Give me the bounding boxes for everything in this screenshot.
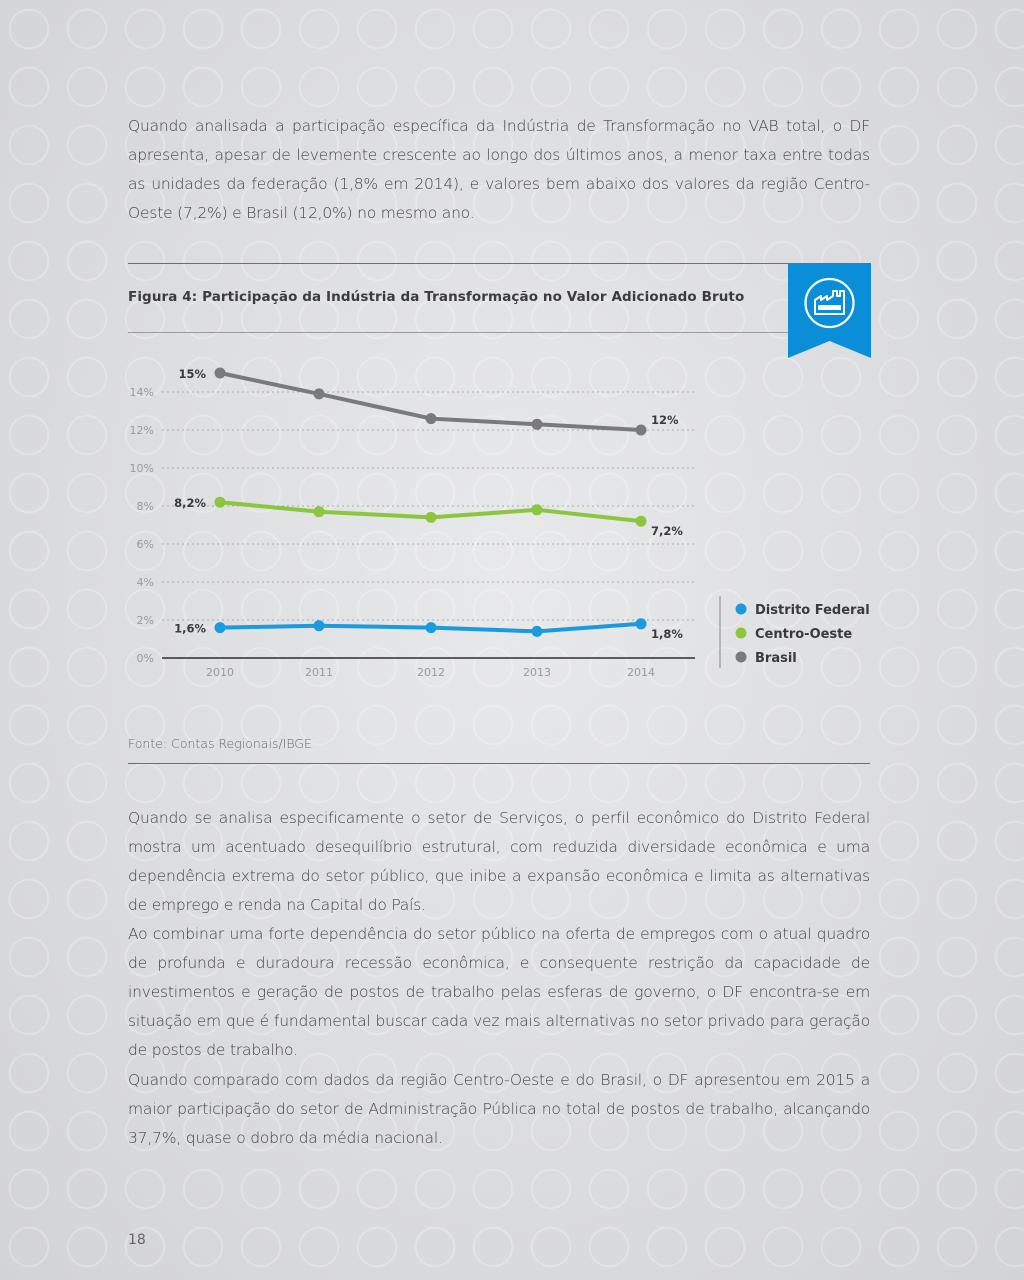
y-tick-label: 4% — [136, 576, 154, 589]
figure-title: Figura 4: Participação da Indústria da Transformação no Valor Adicionado Bruto — [128, 289, 745, 305]
figure-top-rule — [128, 263, 870, 264]
y-tick-label: 8% — [136, 500, 154, 513]
y-tick-label: 6% — [136, 538, 154, 551]
figure-bottom-rule — [128, 763, 870, 764]
y-tick-label: 2% — [136, 614, 154, 627]
paragraph-4: Quando comparado com dados da região Centro-Oeste e do Brasil, o DF apresentou em 2015 a maior participação do setor de Administração Pública no total de postos de trabalho, alcançando 37,7%, quase o dobro da média nacional. — [128, 1071, 870, 1147]
y-tick-label: 10% — [129, 462, 154, 475]
data-point — [426, 622, 437, 633]
x-tick-label: 2014 — [627, 666, 655, 679]
y-tick-label: 12% — [129, 424, 154, 437]
legend-swatch — [736, 604, 747, 615]
data-label: 15% — [178, 367, 206, 381]
data-label: 7,2% — [651, 524, 683, 539]
data-label: 12% — [651, 413, 679, 427]
data-point — [636, 425, 647, 436]
figure-title-rule — [128, 332, 790, 333]
x-tick-label: 2010 — [206, 666, 234, 679]
x-tick-label: 2012 — [417, 666, 445, 679]
figure-badge — [788, 263, 871, 358]
data-label: 1,8% — [651, 626, 683, 641]
page-number: 18 — [128, 1232, 146, 1248]
data-point — [532, 626, 543, 637]
data-point — [636, 618, 647, 629]
paragraph-3: Ao combinar uma forte dependência do setor público na oferta de empregos com o atual quadro de profunda e duradoura recessão econômica, e consequente restrição da capacidade de investimentos e geração de postos de trabalho pelas esferas de governo, o DF encontra-se em situação em que é fundamental buscar cada vez mais alternativas no setor privado para geração de postos de trabalho. — [128, 925, 870, 1059]
paragraph-2: Quando se analisa especificamente o setor de Serviços, o perfil econômico do Distrito Federal mostra um acentuado desequilíbrio estrutural, com reduzida diversidade econômica e uma dependência extrema do setor público, que inibe a expansão econômica e limita as alternativas de emprego e renda na Capital do País. — [128, 809, 870, 914]
data-point — [532, 419, 543, 430]
x-tick-label: 2011 — [305, 666, 333, 679]
data-point — [426, 413, 437, 424]
legend-label: Brasil — [755, 651, 797, 666]
legend-swatch — [736, 652, 747, 663]
legend-label: Centro-Oeste — [755, 627, 853, 642]
data-point — [636, 516, 647, 527]
legend-label: Distrito Federal — [755, 603, 870, 618]
data-point — [314, 388, 325, 399]
data-point — [314, 506, 325, 517]
data-point — [426, 512, 437, 523]
data-point — [314, 620, 325, 631]
x-tick-label: 2013 — [523, 666, 551, 679]
data-point — [215, 368, 226, 379]
data-point — [215, 622, 226, 633]
data-point — [532, 504, 543, 515]
data-label: 8,2% — [174, 496, 206, 511]
paragraph-1: Quando analisada a participação específica da Indústria de Transformação no VAB total, o DF apresenta, apesar de levemente crescente ao longo dos últimos anos, a menor taxa entre todas as unidades da federação (1,8% em 2014), e valores bem abaixo dos valores da região Centro-Oeste (7,2%) e Brasil (12,0%) no mesmo ano. — [128, 117, 870, 222]
data-point — [215, 497, 226, 508]
y-tick-label: 14% — [129, 386, 154, 399]
data-label: 1,6% — [174, 621, 206, 636]
legend-swatch — [736, 628, 747, 639]
line-chart — [120, 360, 880, 690]
figure-source: Fonte: Contas Regionais/IBGE — [128, 736, 312, 751]
y-tick-label: 0% — [136, 652, 154, 665]
